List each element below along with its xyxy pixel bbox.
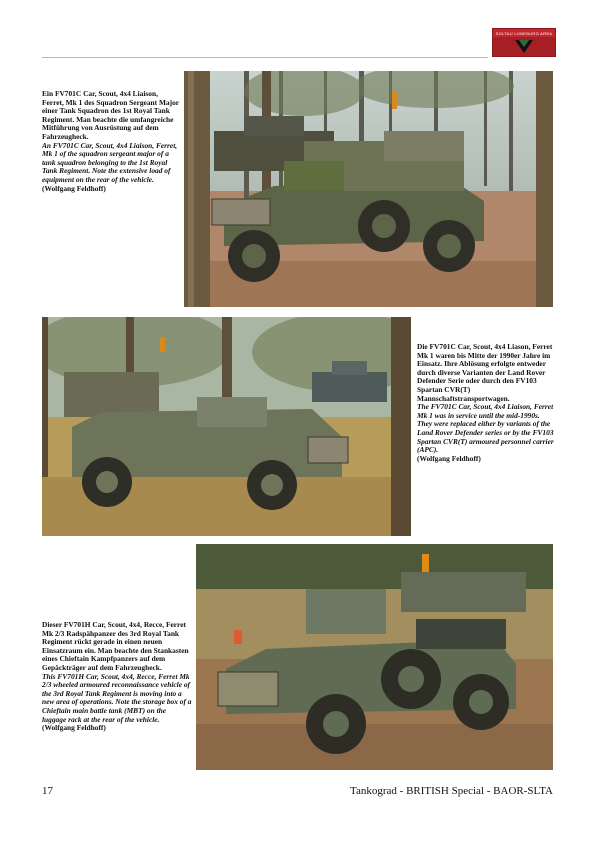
photo-ferret-forest bbox=[184, 71, 553, 307]
caption-3-english: This FV701H Car, Scout, 4x4, Recce, Ferret Mk 2/3 wheeled armoured reconnaissance vehicle of the 3rd Royal Tank Regiment is moving into a new area of operations. Note the storage box of a Chieftain main battle tank (MBT) on the luggage rack at the rear of the vehicle. bbox=[42, 671, 192, 724]
caption-1-german: Ein FV701C Car, Scout, 4x4 Liaison, Ferret, Mk 1 des Squadron Sergeant Major einer Tank Squadron des 1st Royal Tank Regiment. Man beachte die umfangreiche Mitführung von Ausrüstung auf dem Fahrzeugheck. bbox=[42, 89, 179, 141]
caption-2-english: The FV701C Car, Scout, 4x4 Liaison, Ferret Mk 1 was in service until the mid-1990s. They were replaced either by variants of the Land Rover Defender series or by the FV103 Spartan CVR(T) armoured personnel carrier (APC). bbox=[417, 402, 554, 455]
caption-2-credit: (Wolfgang Feldhoff) bbox=[417, 453, 481, 463]
caption-2 bbox=[417, 343, 555, 463]
logo-text: SOLTAU LÜNEBURG AREA bbox=[495, 31, 553, 36]
caption-3-german: Dieser FV701H Car, Scout, 4x4, Recce, Ferret Mk 2/3 Radspähpanzer des 3rd Royal Tank Regiment rückt gerade in einen neuen Einsatzraum ein. Man beachte den Stankasten eines Chieftain Kampfpanzers auf dem Gepäckträger auf dem Fahrzeugheck. bbox=[42, 620, 189, 672]
caption-3-credit: (Wolfgang Feldhoff) bbox=[42, 723, 106, 733]
caption-2-german: Die FV701C Car, Scout, 4x4 Liason, Ferret Mk 1 waren bis Mitte der 1990er Jahre im Einsatz. Ihre Ablösung erfolgte entweder durch diverse Varianten der Land Rover Defender Serie oder durch den FV103 Spartan CVR(T) Mannschaftstransportwagen. bbox=[417, 342, 553, 403]
caption-1-credit: (Wolfgang Feldhoff) bbox=[42, 183, 106, 193]
running-title: Tankograd - BRITISH Special - BAOR-SLTA bbox=[350, 785, 553, 797]
caption-1-english: An FV701C Car, Scout, 4x4 Liaison, Ferret, Mk 1 of the squadron sergeant major of a tank squadron belonging to the 1st Royal Tank Regiment. Note the extensive load of equipment on the rear of the vehicle. bbox=[42, 140, 178, 184]
photo-ferret-heath bbox=[42, 317, 411, 536]
caption-1 bbox=[42, 90, 179, 193]
publisher-logo bbox=[492, 28, 556, 57]
page-number: 17 bbox=[42, 785, 53, 797]
caption-3 bbox=[42, 621, 192, 733]
header-rule bbox=[42, 57, 488, 58]
photo-ferret-recce bbox=[196, 544, 553, 770]
